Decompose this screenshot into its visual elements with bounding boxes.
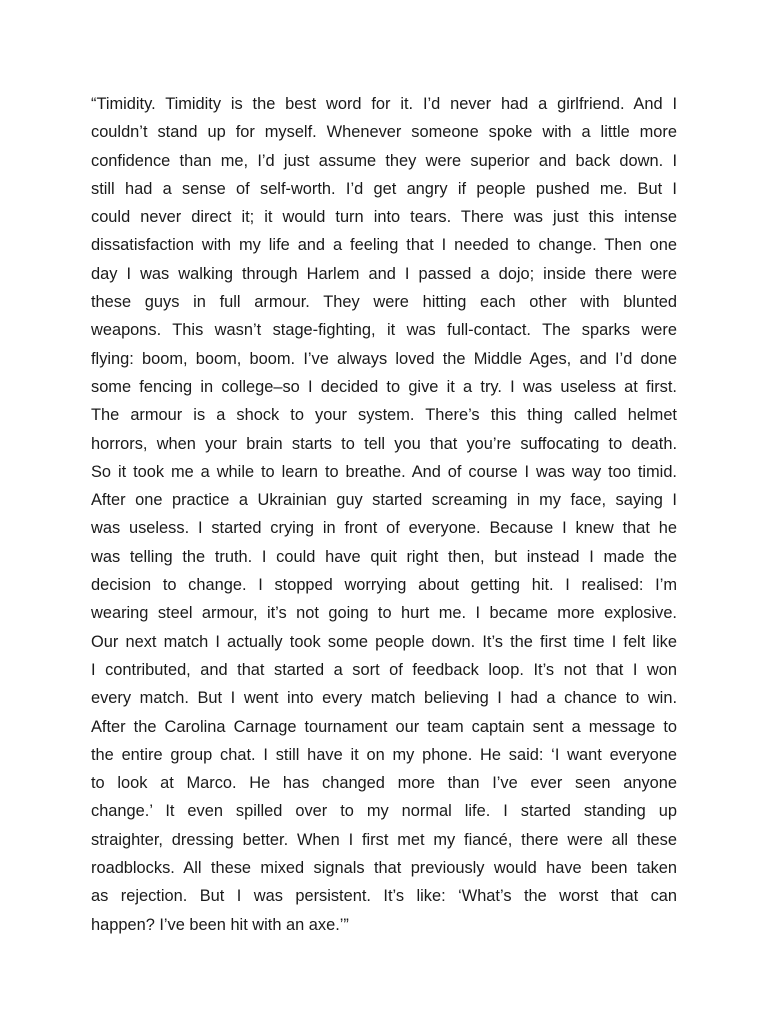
text-line-25: to look at Marco. He has changed more than I’ve ever seen anyone: [91, 774, 677, 793]
text-line-8: these guys in full armour. They were hitting each other with blunted: [91, 293, 677, 312]
text-line-7: day I was walking through Harlem and I passed a dojo; inside there were: [91, 264, 677, 283]
text-line-12: The armour is a shock to your system. There’s this thing called helmet: [91, 406, 677, 425]
text-line-21: I contributed, and that started a sort of feedback loop. It’s not that I won: [91, 660, 677, 679]
text-line-19: wearing steel armour, it’s not going to hurt me. I became more explosive.: [91, 604, 677, 623]
text-line-27: straighter, dressing better. When I first met my fiancé, there were all these: [91, 830, 677, 849]
text-line-6: dissatisfaction with my life and a feeling that I needed to change. Then one: [91, 236, 677, 255]
text-line-26: change.’ It even spilled over to my normal life. I started standing up: [91, 802, 677, 821]
text-line-15: After one practice a Ukrainian guy started screaming in my face, saying I: [91, 491, 677, 510]
text-line-9: weapons. This wasn’t stage-fighting, it was full-contact. The sparks were: [91, 321, 677, 340]
text-line-29: as rejection. But I was persistent. It’s like: ‘What’s the worst that can: [91, 887, 677, 906]
text-line-24: the entire group chat. I still have it on my phone. He said: ‘I want everyone: [91, 745, 677, 764]
text-line-5: could never direct it; it would turn into tears. There was just this intense: [91, 208, 677, 227]
text-line-17: was telling the truth. I could have quit right then, but instead I made the: [91, 547, 677, 566]
text-line-1: “Timidity. Timidity is the best word for it. I’d never had a girlfriend. And I: [91, 95, 677, 113]
text-line-13: horrors, when your brain starts to tell you that you’re suffocating to death.: [91, 434, 677, 453]
text-line-18: decision to change. I stopped worrying about getting hit. I realised: I’m: [91, 576, 677, 595]
text-line-20: Our next match I actually took some people down. It’s the first time I felt like: [91, 632, 677, 651]
text-line-3: confidence than me, I’d just assume they were superior and back down. I: [91, 151, 677, 170]
text-line-14: So it took me a while to learn to breathe. And of course I was way too timid.: [91, 462, 677, 481]
text-line-22: every match. But I went into every match believing I had a chance to win.: [91, 689, 677, 708]
text-line-28: roadblocks. All these mixed signals that previously would have been taken: [91, 859, 677, 878]
text-line-23: After the Carolina Carnage tournament our team captain sent a message to: [91, 717, 677, 736]
text-line-4: still had a sense of self-worth. I’d get angry if people pushed me. But I: [91, 179, 677, 198]
text-line-30: happen? I’ve been hit with an axe.’”: [91, 915, 349, 934]
text-line-11: some fencing in college–so I decided to give it a try. I was useless at first.: [91, 377, 677, 396]
text-line-10: flying: boom, boom, boom. I’ve always loved the Middle Ages, and I’d done: [91, 349, 677, 368]
quote-paragraph: [91, 90, 677, 939]
text-line-16: was useless. I started crying in front of everyone. Because I knew that he: [91, 519, 677, 538]
text-line-2: couldn’t stand up for myself. Whenever someone spoke with a little more: [91, 123, 677, 142]
